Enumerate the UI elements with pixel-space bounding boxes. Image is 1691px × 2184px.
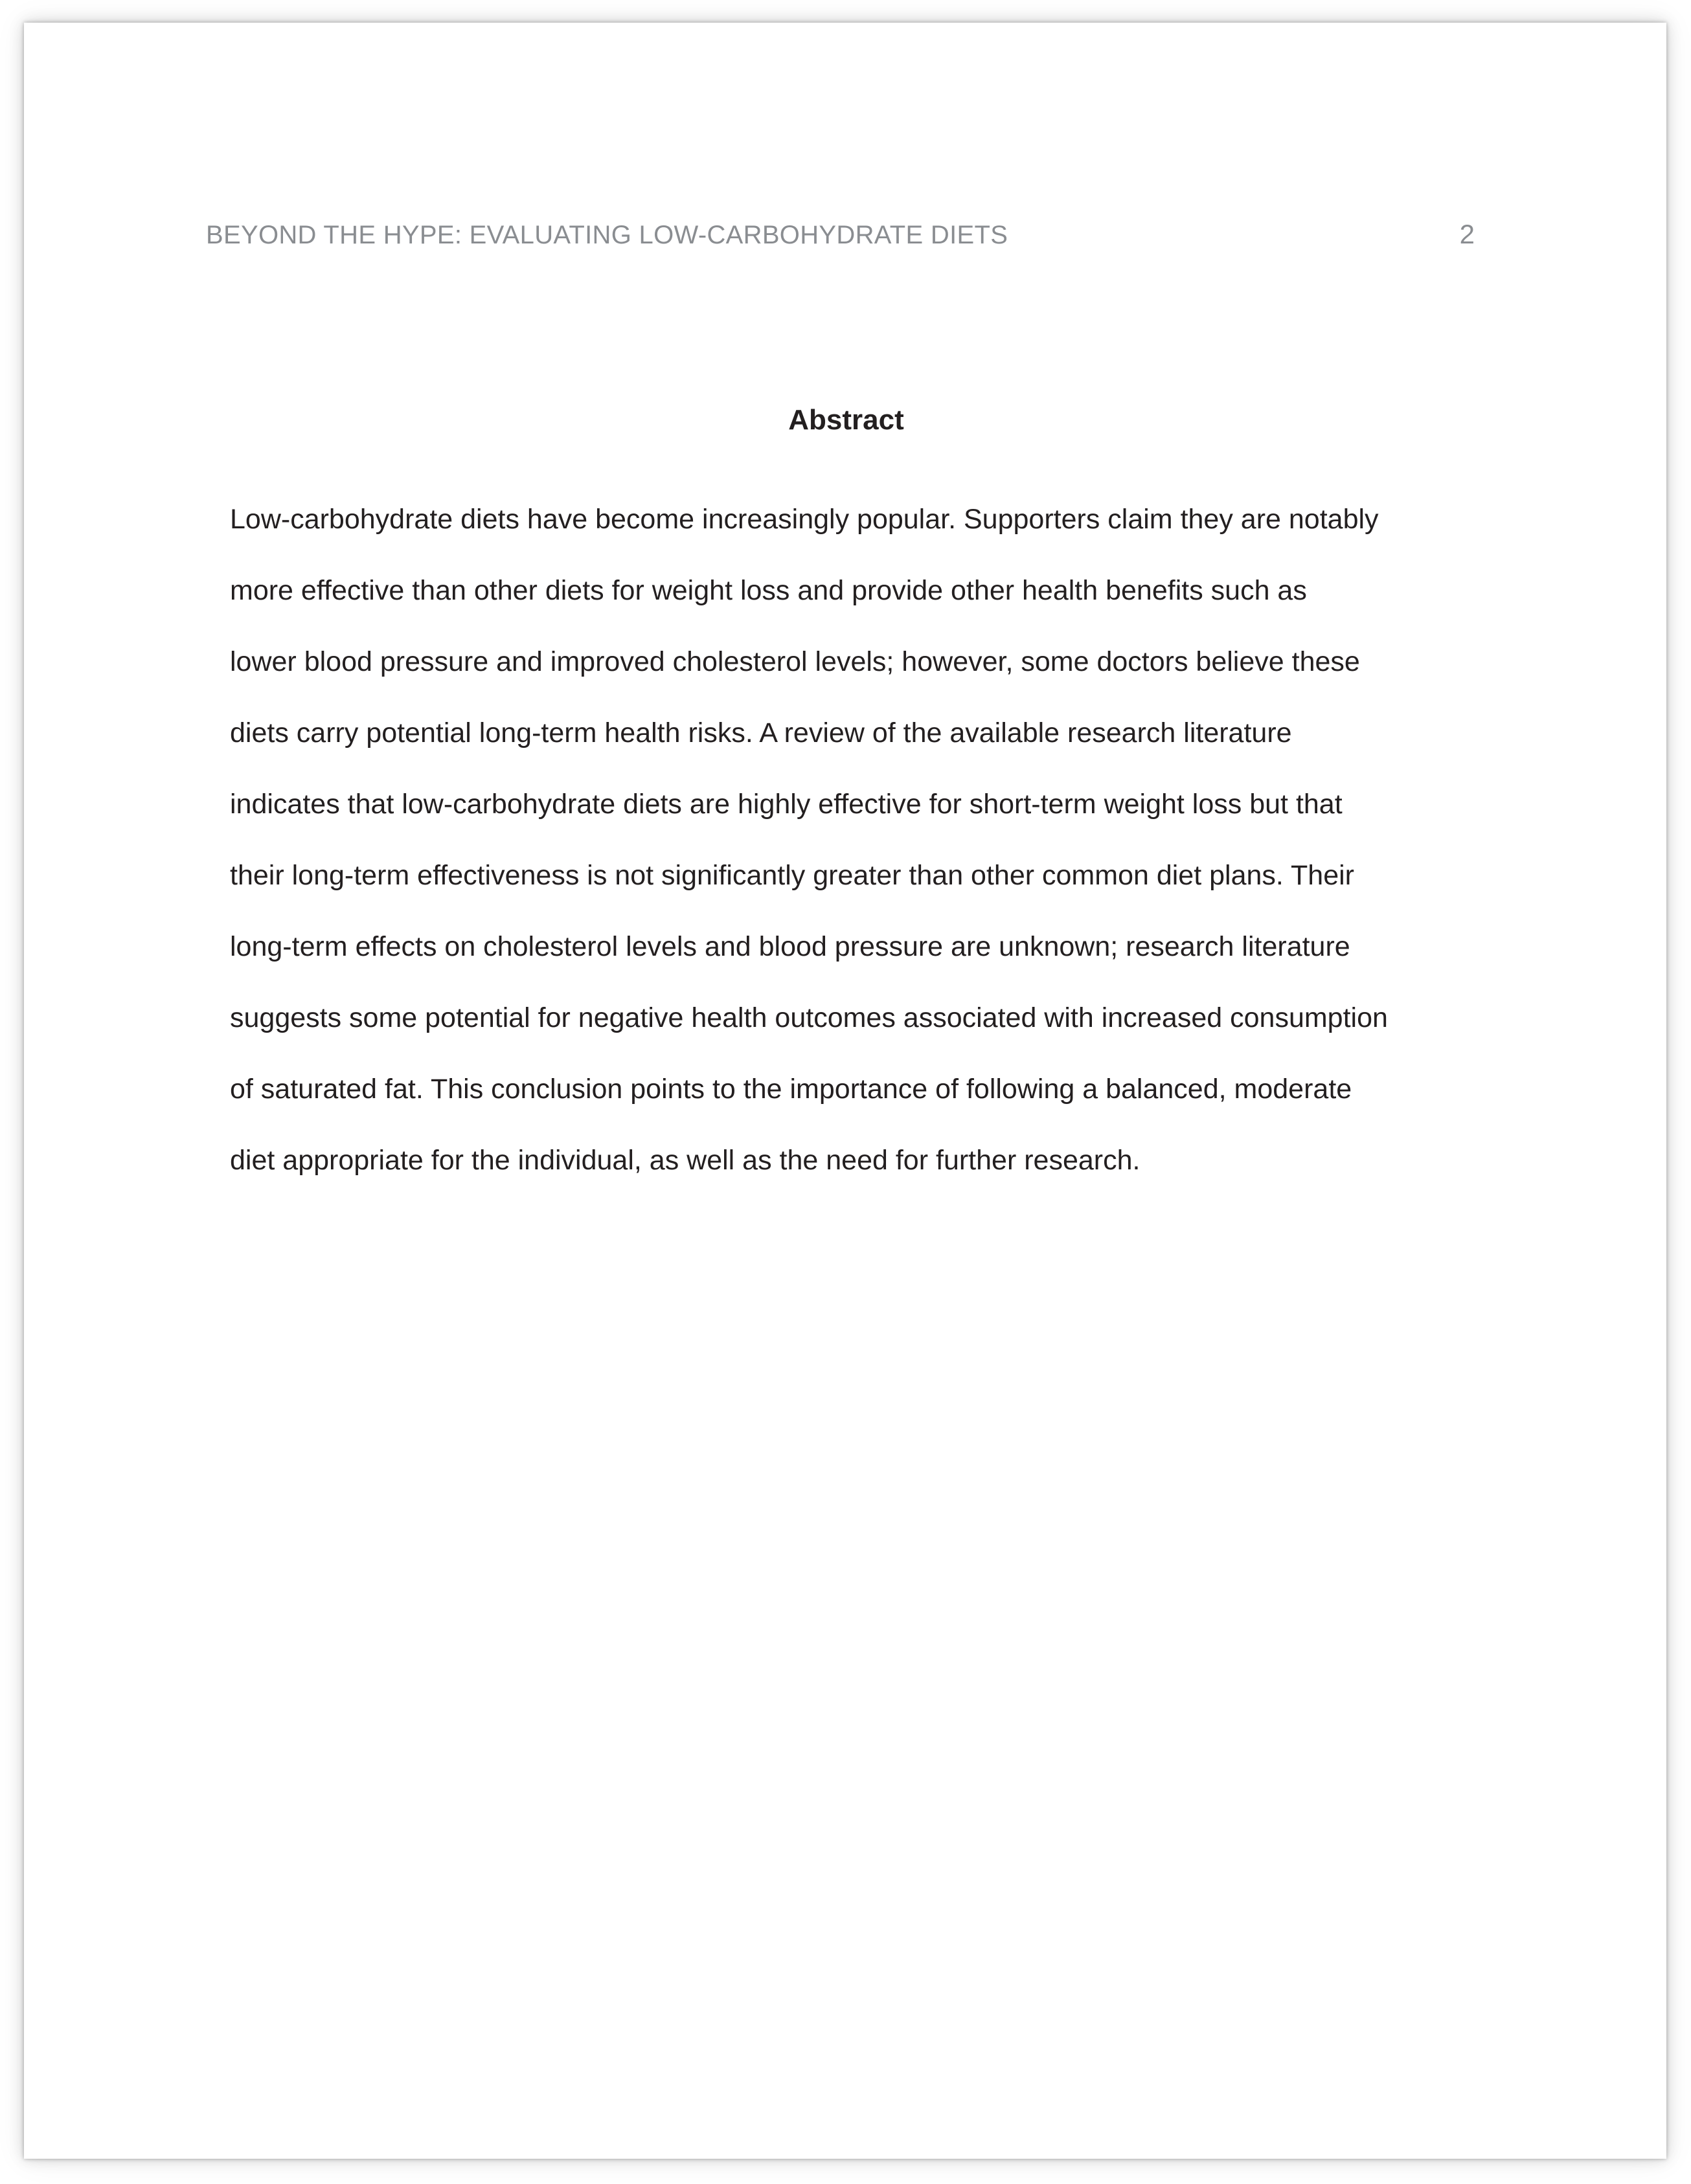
abstract-line: indicates that low-carbohydrate diets are highly effective for short-term weight loss but that [230, 789, 1343, 820]
abstract-body [230, 484, 1519, 1196]
abstract-line: of saturated fat. This conclusion points to the importance of following a balanced, moderate [230, 1074, 1352, 1105]
abstract-line: diets carry potential long-term health risks. A review of the available research literature [230, 717, 1292, 749]
abstract-line: their long-term effectiveness is not significantly greater than other common diet plans. Their [230, 860, 1354, 891]
running-head-title: BEYOND THE HYPE: EVALUATING LOW-CARBOHYDRATE DIETS [206, 221, 1008, 249]
page-number: 2 [1459, 219, 1475, 249]
abstract-line: lower blood pressure and improved cholesterol levels; however, some doctors believe these [230, 646, 1360, 677]
abstract-line: long-term effects on cholesterol levels and blood pressure are unknown; research literature [230, 931, 1350, 962]
abstract-line: suggests some potential for negative health outcomes associated with increased consumption [230, 1002, 1388, 1033]
document-page [24, 23, 1666, 2159]
abstract-line: diet appropriate for the individual, as well as the need for further research. [230, 1145, 1141, 1176]
abstract-line: Low-carbohydrate diets have become increasingly popular. Supporters claim they are notably [230, 504, 1379, 535]
abstract-line: more effective than other diets for weight loss and provide other health benefits such as [230, 575, 1307, 606]
abstract-heading: Abstract [788, 404, 904, 436]
running-head [206, 221, 1486, 260]
